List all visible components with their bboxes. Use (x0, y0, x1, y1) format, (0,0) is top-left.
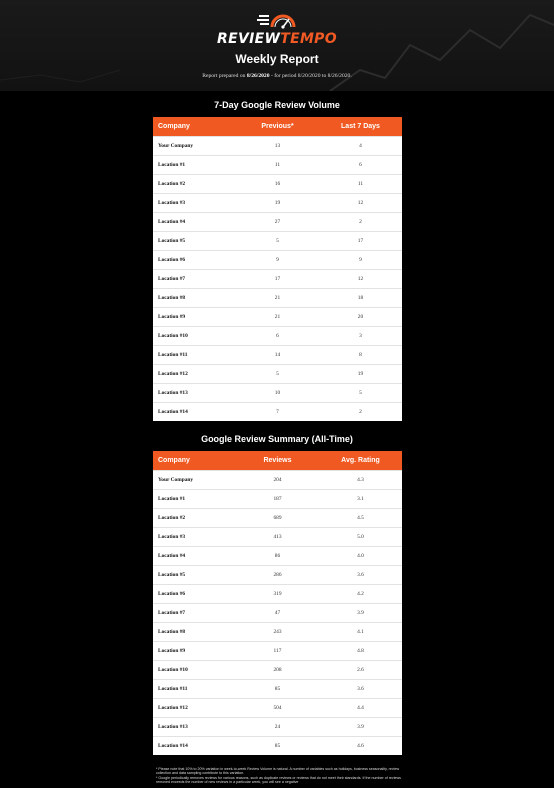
table-row (153, 308, 402, 327)
table-row (153, 403, 402, 422)
value-cell: 47 (236, 604, 319, 623)
company-cell: Your Company (153, 471, 236, 490)
company-cell: Location #3 (153, 528, 236, 547)
company-cell: Location #11 (153, 680, 236, 699)
company-cell: Location #12 (153, 699, 236, 718)
value-cell: 3.6 (319, 566, 402, 585)
table-row (153, 661, 402, 680)
value-cell: 208 (236, 661, 319, 680)
value-cell: 6 (236, 327, 319, 346)
company-cell: Location #6 (153, 251, 236, 270)
value-cell: 3.9 (319, 604, 402, 623)
value-cell: 9 (319, 251, 402, 270)
company-cell: Location #13 (153, 384, 236, 403)
value-cell: 504 (236, 699, 319, 718)
review-summary-table (153, 451, 402, 755)
value-cell: 12 (319, 270, 402, 289)
value-cell: 5.0 (319, 528, 402, 547)
company-cell: Location #5 (153, 566, 236, 585)
table-row (153, 718, 402, 737)
company-cell: Location #11 (153, 346, 236, 365)
table-row (153, 680, 402, 699)
company-cell: Location #5 (153, 232, 236, 251)
table-row (153, 528, 402, 547)
table-row (153, 384, 402, 403)
value-cell: 6 (319, 156, 402, 175)
table-row (153, 194, 402, 213)
brand-wordmark (217, 31, 337, 47)
value-cell: 85 (236, 737, 319, 756)
column-header-last-7-days: Last 7 Days (341, 123, 380, 130)
table-row (153, 156, 402, 175)
company-cell: Location #7 (153, 604, 236, 623)
table-row (153, 346, 402, 365)
value-cell: 4.2 (319, 585, 402, 604)
value-cell: 243 (236, 623, 319, 642)
column-header-company: Company (158, 123, 190, 130)
value-cell: 204 (236, 471, 319, 490)
table-row (153, 289, 402, 308)
table-header-row (153, 117, 402, 137)
value-cell: 86 (236, 547, 319, 566)
column-header-previous: Previous* (261, 123, 294, 130)
company-cell: Location #6 (153, 585, 236, 604)
value-cell: 16 (236, 175, 319, 194)
value-cell: 12 (319, 194, 402, 213)
volume-section-title: 7-Day Google Review Volume (214, 100, 340, 110)
value-cell: 9 (236, 251, 319, 270)
value-cell: 4.3 (319, 471, 402, 490)
table-row (153, 547, 402, 566)
table-row (153, 737, 402, 756)
company-cell: Location #13 (153, 718, 236, 737)
company-cell: Location #7 (153, 270, 236, 289)
value-cell: 413 (236, 528, 319, 547)
value-cell: 4.5 (319, 509, 402, 528)
footnote-removed-reviews: * Google periodically removes reviews for various reasons, such as duplicate reviews or reviews that do not meet their standards. If the number of reviews removed exceeds the number of new reviews in a particular week, you will see a negative (156, 775, 401, 785)
value-cell: 85 (236, 680, 319, 699)
table-row (153, 251, 402, 270)
report-header (0, 0, 554, 91)
review-volume-rows (153, 137, 402, 422)
column-header-reviews: Reviews (263, 457, 292, 464)
value-cell: 13 (236, 137, 319, 156)
column-header-company: Company (158, 457, 190, 464)
report-subtitle (0, 73, 554, 79)
table-row (153, 270, 402, 289)
page-title: Weekly Report (235, 52, 319, 66)
value-cell: 319 (236, 585, 319, 604)
value-cell: 4 (319, 137, 402, 156)
table-row (153, 175, 402, 194)
value-cell: 4.8 (319, 642, 402, 661)
prepared-date: 8/26/2020 (246, 73, 270, 79)
value-cell: 4.1 (319, 623, 402, 642)
brand-wordmark-part1: REVIEW (217, 31, 281, 47)
footnotes (156, 767, 406, 785)
value-cell: 2.6 (319, 661, 402, 680)
column-header-avg-rating: Avg. Rating (341, 457, 380, 464)
subtitle-prefix: Report prepared on (202, 73, 246, 79)
footnote-volume-variation: * Please note that 10% to 20% variation in week-to-week Review Volume is natural. A number of variables such as holidays, business seasonality, review collection and data sampling contribute to this variation. (156, 767, 400, 776)
value-cell: 3 (319, 327, 402, 346)
company-cell: Location #2 (153, 175, 236, 194)
company-cell: Location #9 (153, 642, 236, 661)
value-cell: 19 (319, 365, 402, 384)
company-cell: Location #14 (153, 737, 236, 756)
company-cell: Location #3 (153, 194, 236, 213)
value-cell: 5 (236, 232, 319, 251)
table-header-row (153, 451, 402, 471)
value-cell: 286 (236, 566, 319, 585)
value-cell: 7 (236, 403, 319, 422)
value-cell: 19 (236, 194, 319, 213)
speedometer-icon (257, 10, 297, 30)
company-cell: Location #1 (153, 490, 236, 509)
company-cell: Location #4 (153, 547, 236, 566)
value-cell: 5 (319, 384, 402, 403)
table-row (153, 509, 402, 528)
value-cell: 17 (319, 232, 402, 251)
value-cell: 11 (319, 175, 402, 194)
value-cell: 20 (319, 308, 402, 327)
value-cell: 11 (236, 156, 319, 175)
table-row (153, 365, 402, 384)
value-cell: 17 (236, 270, 319, 289)
company-cell: Location #1 (153, 156, 236, 175)
company-cell: Location #2 (153, 509, 236, 528)
company-cell: Location #9 (153, 308, 236, 327)
company-cell: Location #12 (153, 365, 236, 384)
company-cell: Location #8 (153, 289, 236, 308)
table-row (153, 604, 402, 623)
company-cell: Location #8 (153, 623, 236, 642)
value-cell: 14 (236, 346, 319, 365)
value-cell: 3.6 (319, 680, 402, 699)
value-cell: 2 (319, 213, 402, 232)
table-row (153, 471, 402, 490)
company-cell: Your Company (153, 137, 236, 156)
table-row (153, 232, 402, 251)
value-cell: 18 (319, 289, 402, 308)
table-row (153, 490, 402, 509)
value-cell: 8 (319, 346, 402, 365)
company-cell: Location #10 (153, 327, 236, 346)
summary-section-title: Google Review Summary (All-Time) (201, 434, 353, 444)
value-cell: 27 (236, 213, 319, 232)
value-cell: 5 (236, 365, 319, 384)
value-cell: 3.1 (319, 490, 402, 509)
value-cell: 10 (236, 384, 319, 403)
review-volume-table (153, 117, 402, 421)
table-row (153, 642, 402, 661)
brand-logo (0, 10, 554, 48)
value-cell: 4.6 (319, 737, 402, 756)
table-row (153, 623, 402, 642)
value-cell: 689 (236, 509, 319, 528)
table-row (153, 699, 402, 718)
table-row (153, 137, 402, 156)
review-summary-rows (153, 471, 402, 756)
value-cell: 2 (319, 403, 402, 422)
value-cell: 4.4 (319, 699, 402, 718)
value-cell: 21 (236, 289, 319, 308)
value-cell: 187 (236, 490, 319, 509)
company-cell: Location #14 (153, 403, 236, 422)
value-cell: 4.0 (319, 547, 402, 566)
value-cell: 24 (236, 718, 319, 737)
table-row (153, 327, 402, 346)
brand-wordmark-part2: TEMPO (280, 31, 337, 47)
table-row (153, 585, 402, 604)
subtitle-suffix: - for period 8/20/2020 to 8/26/2020. (270, 73, 352, 79)
value-cell: 3.9 (319, 718, 402, 737)
value-cell: 117 (236, 642, 319, 661)
table-row (153, 213, 402, 232)
table-row (153, 566, 402, 585)
company-cell: Location #10 (153, 661, 236, 680)
value-cell: 21 (236, 308, 319, 327)
company-cell: Location #4 (153, 213, 236, 232)
